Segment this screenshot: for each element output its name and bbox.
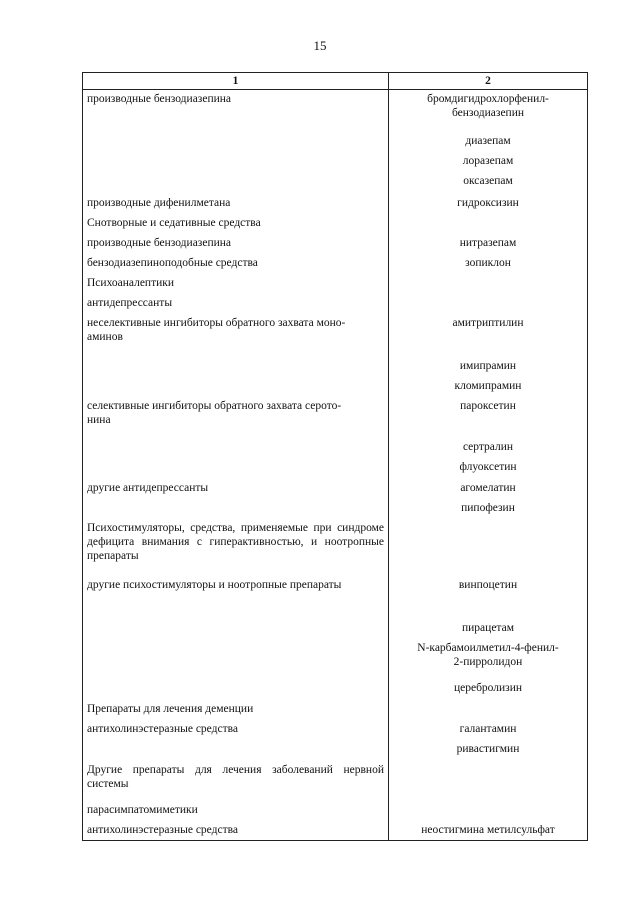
drug-name-cell: агомелатин: [389, 479, 588, 499]
table-row: [83, 90, 588, 132]
category-cell: Психоаналептики: [83, 274, 389, 294]
drug-name-cell: кломипрамин: [389, 377, 588, 397]
category-cell: [83, 619, 389, 639]
category-cell: парасимпатомиметики: [83, 801, 389, 821]
table-row: [83, 761, 588, 801]
drug-name-cell: зопиклон: [389, 254, 588, 274]
category-cell: производные бензодиазепина: [83, 234, 389, 254]
category-cell: бензодиазепиноподобные средства: [83, 254, 389, 274]
drug-name-cell: флуоксетин: [389, 458, 588, 479]
drug-name-cell: [389, 761, 588, 801]
table-row: [83, 397, 588, 438]
category-cell: [83, 377, 389, 397]
category-cell: [83, 132, 389, 152]
table-row: [83, 720, 588, 740]
category-cell: антихолинэстеразные средства: [83, 720, 389, 740]
category-cell: Препараты для лечения деменции: [83, 700, 389, 720]
table-row: [83, 801, 588, 821]
drug-name-cell: ривастигмин: [389, 740, 588, 761]
table-row: [83, 740, 588, 761]
category-cell: антидепрессанты: [83, 294, 389, 314]
category-cell: [83, 357, 389, 377]
drug-name-cell: пароксетин: [389, 397, 588, 438]
drug-name-cell: имипрамин: [389, 357, 588, 377]
table-row: [83, 679, 588, 700]
category-cell: неселективные ингибиторы обратного захвата моно- аминов: [83, 314, 389, 357]
category-cell: [83, 438, 389, 458]
drug-name-cell: [389, 294, 588, 314]
drug-name-cell: пирацетам: [389, 619, 588, 639]
table-row: [83, 132, 588, 152]
table-body: [83, 90, 588, 841]
table-row: [83, 519, 588, 576]
page-number: 15: [313, 38, 327, 53]
category-cell: производные дифенилметана: [83, 194, 389, 214]
table-row: [83, 314, 588, 357]
table-row: [83, 377, 588, 397]
drug-name-cell: нитразепам: [389, 234, 588, 254]
drug-name-cell: галантамин: [389, 720, 588, 740]
category-cell: [83, 740, 389, 761]
category-cell: [83, 458, 389, 479]
drug-name-cell: гидроксизин: [389, 194, 588, 214]
table-row: [83, 458, 588, 479]
category-cell: селективные ингибиторы обратного захвата серото- нина: [83, 397, 389, 438]
drug-name-cell: винпоцетин: [389, 576, 588, 619]
table-row: [83, 357, 588, 377]
drug-name-cell: диазепам: [389, 132, 588, 152]
drug-name-cell: [389, 214, 588, 234]
category-cell: антихолинэстеразные средства: [83, 821, 389, 841]
table-row: [83, 700, 588, 720]
drug-name-cell: неостигмина метилсульфат: [389, 821, 588, 841]
table-row: [83, 639, 588, 679]
table-row: [83, 821, 588, 841]
table-row: [83, 499, 588, 519]
category-cell: [83, 499, 389, 519]
table-row: [83, 438, 588, 458]
table-row: [83, 214, 588, 234]
category-cell: другие психостимуляторы и ноотропные препараты: [83, 576, 389, 619]
table-header-row: [83, 73, 588, 90]
category-cell: [83, 152, 389, 172]
drug-name-cell: оксазепам: [389, 172, 588, 194]
drug-name-cell: [389, 801, 588, 821]
drug-name-cell: N-карбамоилметил-4-фенил- 2-пирролидон: [389, 639, 588, 679]
drug-name-cell: лоразепам: [389, 152, 588, 172]
table-row: [83, 576, 588, 619]
category-cell: [83, 679, 389, 700]
table-row: [83, 234, 588, 254]
column-header-2: 2: [389, 73, 588, 90]
table-row: [83, 172, 588, 194]
drug-name-cell: церебролизин: [389, 679, 588, 700]
drug-name-cell: амитриптилин: [389, 314, 588, 357]
table-row: [83, 254, 588, 274]
drug-name-cell: [389, 274, 588, 294]
column-header-1: 1: [83, 73, 389, 90]
category-cell: Психостимуляторы, средства, применяемые при синдроме дефицита внимания с гиперактивностью, и ноотропные препараты: [83, 519, 389, 576]
table-row: [83, 274, 588, 294]
table-row: [83, 152, 588, 172]
category-cell: производные бензодиазепина: [83, 90, 389, 132]
drug-name-cell: бромдигидрохлорфенил- бензодиазепин: [389, 90, 588, 132]
drug-classification-table: [82, 72, 588, 841]
category-cell: Снотворные и седативные средства: [83, 214, 389, 234]
drug-name-cell: сертралин: [389, 438, 588, 458]
category-cell: другие антидепрессанты: [83, 479, 389, 499]
category-cell: Другие препараты для лечения заболеваний нервной системы: [83, 761, 389, 801]
table-row: [83, 479, 588, 499]
drug-name-cell: [389, 700, 588, 720]
table-row: [83, 194, 588, 214]
drug-name-cell: пипофезин: [389, 499, 588, 519]
drug-name-cell: [389, 519, 588, 576]
category-cell: [83, 172, 389, 194]
table-row: [83, 619, 588, 639]
table-row: [83, 294, 588, 314]
category-cell: [83, 639, 389, 679]
